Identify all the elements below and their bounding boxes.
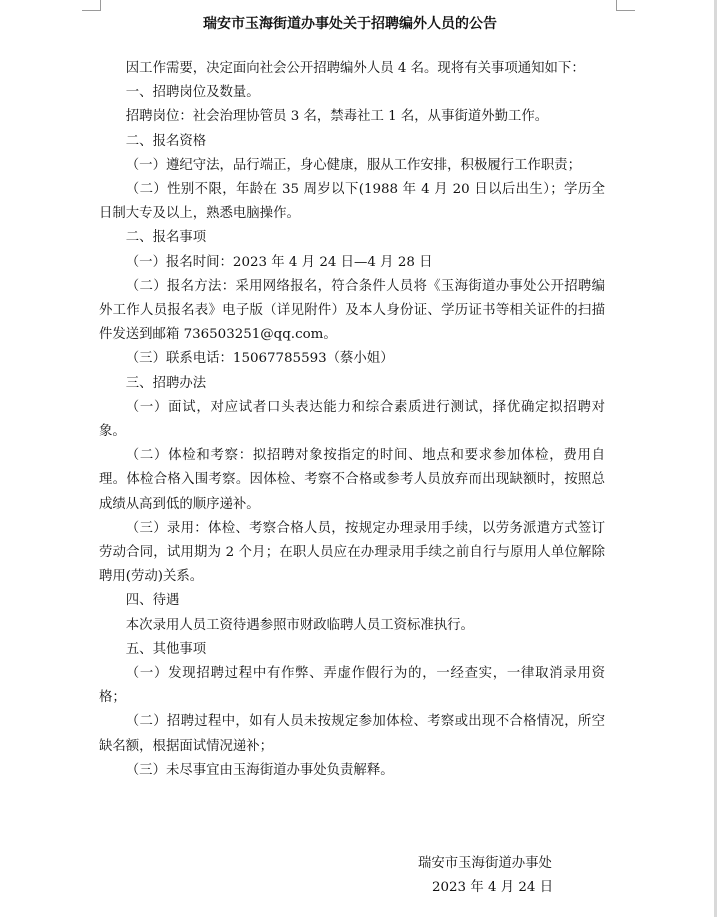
section-heading-positions: 一、招聘岗位及数量。: [125, 85, 260, 101]
other-item-1: （一）发现招聘过程中有作弊、弄虚作假行为的，一经查实，一律取消录用资格；: [99, 666, 605, 706]
other-item-3: （三）未尽事宜由玉海街道办事处负责解释。: [125, 762, 394, 778]
method-item-physical-exam: （二）体检和考察：拟招聘对象按指定的时间、地点和要求参加体检，费用自理。体检合格入围考察。因体检、考察不合格或参考人员放弃而出现缺额时，按照总成绩从高到低的顺序递补。: [99, 448, 605, 512]
section-heading-other-matters: 五、其他事项: [125, 641, 207, 657]
method-item-interview: （一）面试，对应试者口头表达能力和综合素质进行测试，择优确定拟招聘对象。: [99, 399, 605, 440]
method-item-employment: （三）录用：体检、考察合格人员，按规定办理录用手续，以劳务派遣方式签订劳动合同，试用期为 2 个月；在职人员应在办理录用手续之前自行与原用人单位解除聘用(劳动)关系。: [99, 520, 605, 585]
section-heading-registration: 二、报名事项: [125, 230, 207, 246]
registration-method: （二）报名方法：采用网络报名，符合条件人员将《玉海街道办事处公开招聘编外工作人员报名表》电子版（详见附件）及本人身份证、学历证书等相关证件的扫描件发送到邮箱 736503251@qq.com。: [99, 278, 605, 343]
margin-corner-mark-right: [616, 0, 635, 11]
signature-date: 2023 年 4 月 24 日: [432, 880, 554, 895]
section-heading-qualifications: 二、报名资格: [125, 133, 207, 149]
section-heading-compensation: 四、待遇: [125, 593, 180, 609]
positions-paragraph: 招聘岗位：社会治理协管员 3 名，禁毒社工 1 名，从事街道外勤工作。: [125, 109, 549, 125]
other-item-2: （二）招聘过程中，如有人员未按规定参加体检、考察或出现不合格情况，所空缺名额，根据面试情况递补；: [99, 714, 605, 754]
qualification-item-1: （一）遵纪守法，品行端正，身心健康，服从工作安排，积极履行工作职责；: [125, 157, 582, 173]
document-body: [99, 57, 605, 783]
margin-corner-mark-left: [82, 0, 101, 11]
section-heading-recruitment-method: 三、招聘办法: [125, 375, 207, 391]
signature-organization: 瑞安市玉海街道办事处: [418, 856, 552, 871]
registration-time: （一）报名时间：2023 年 4 月 24 日—4 月 28 日: [125, 254, 433, 270]
contact-phone: （三）联系电话：15067785593（蔡小姐）: [125, 351, 394, 367]
qualification-item-2: （二）性别不限，年龄在 35 周岁以下(1988 年 4 月 20 日以后出生）；学历全日制大专及以上，熟悉电脑操作。: [99, 182, 605, 222]
intro-paragraph: 因工作需要，决定面向社会公开招聘编外人员 4 名。现将有关事项通知如下：: [125, 61, 585, 76]
compensation-paragraph: 本次录用人员工资待遇参照市财政临聘人员工资标准执行。: [125, 617, 474, 633]
document-title: 瑞安市玉海街道办事处关于招聘编外人员的公告: [203, 16, 497, 32]
